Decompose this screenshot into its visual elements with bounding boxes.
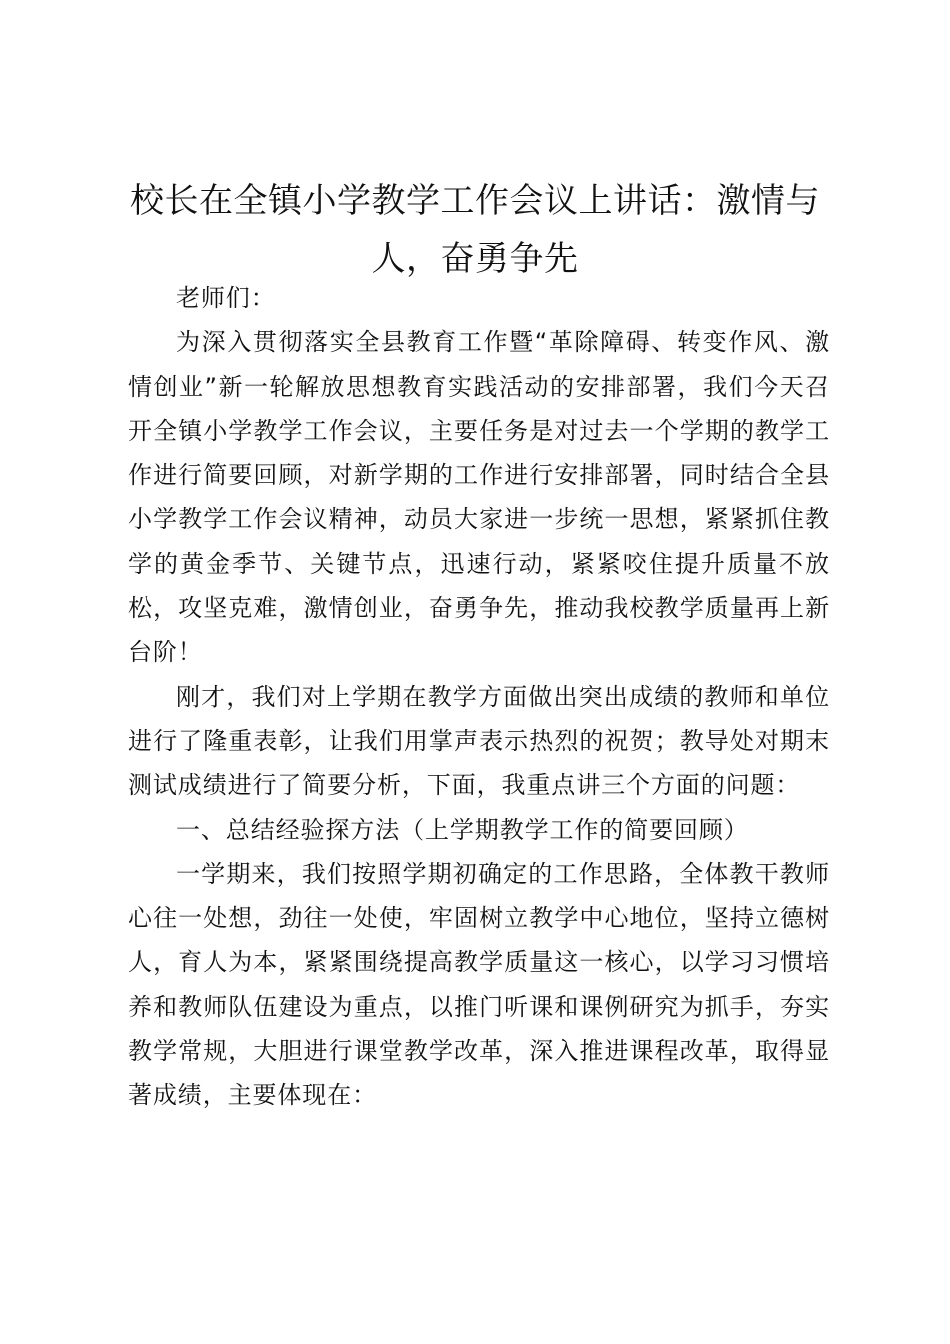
salutation: 老师们： [176,284,276,312]
paragraph-summary: 一学期来，我们按照学期初确定的工作思路，全体教干教师心往一处想，劲往一处使，牢固树立教学中心地位，坚持立德树人，育人为本，紧紧围绕提高教学质量这一核心，以学习习惯培养和教师队伍建设为重点，以推门听课和课例研究为抓手，夯实教学常规，大胆进行课堂教学改革，深入推进课程改革，取得显著成绩，主要体现在： [128,859,830,1110]
document-title: 校长在全镇小学教学工作会议上讲话：激情与人，奋勇争先 [130,181,820,279]
document-body [128,276,830,1118]
paragraph-review: 刚才，我们对上学期在教学方面做出突出成绩的教师和单位进行了隆重表彰，让我们用掌声表示热烈的祝贺；教导处对期末测试成绩进行了简要分析，下面，我重点讲三个方面的问题： [128,682,830,800]
section-heading-1: 一、总结经验探方法（上学期教学工作的简要回顾） [176,815,749,844]
paragraph-intro: 为深入贯彻落实全县教育工作暨“革除障碍、转变作风、激情创业”新一轮解放思想教育实践活动的安排部署，我们今天召开全镇小学教学工作会议，主要任务是对过去一个学期的教学工作进行简要回顾，对新学期的工作进行安排部署，同时结合全县小学教学工作会议精神，动员大家进一步统一思想，紧紧抓住教学的黄金季节、关键节点，迅速行动，紧紧咬住提升质量不放松，攻坚克难，激情创业，奋勇争先，推动我校教学质量再上新台阶！ [128,328,830,667]
